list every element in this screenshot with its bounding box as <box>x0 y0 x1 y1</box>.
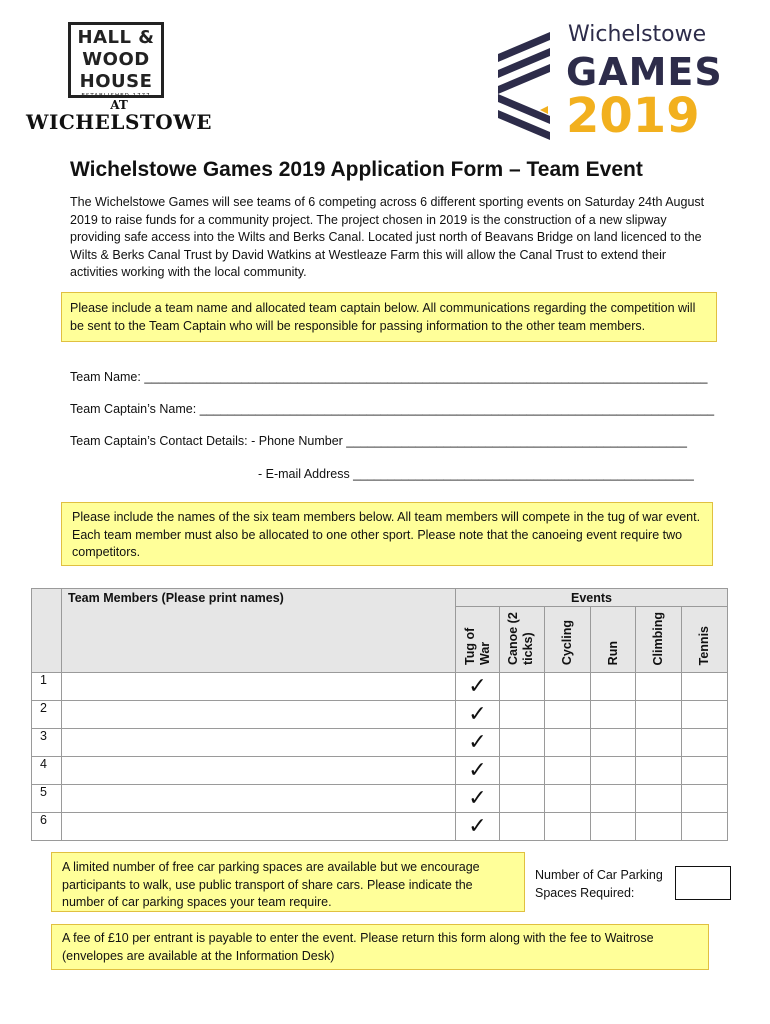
table-row <box>32 673 728 701</box>
event-tug-of-war-header <box>456 607 500 673</box>
wichelstowe-games-logo <box>498 20 723 144</box>
cycling-cell[interactable] <box>545 729 591 757</box>
member-name-cell[interactable] <box>62 701 456 729</box>
tennis-cell[interactable] <box>682 673 728 701</box>
event-label: Canoe (2 ticks) <box>506 612 535 665</box>
row-number: 4 <box>32 757 62 785</box>
row-number: 5 <box>32 785 62 813</box>
row-number: 3 <box>32 729 62 757</box>
tug-of-war-tick-icon: ✓ <box>456 701 500 729</box>
parking-spaces-input[interactable] <box>675 866 731 900</box>
climbing-cell[interactable] <box>636 729 682 757</box>
chevron-stripes-icon <box>498 32 560 142</box>
event-label: Climbing <box>651 611 665 665</box>
tennis-cell[interactable] <box>682 729 728 757</box>
climbing-cell[interactable] <box>636 673 682 701</box>
cycling-cell[interactable] <box>545 673 591 701</box>
cycling-cell[interactable] <box>545 785 591 813</box>
table-row <box>32 785 728 813</box>
cycling-cell[interactable] <box>545 757 591 785</box>
hall-wood-house-wordmark <box>68 22 164 98</box>
member-name-cell[interactable] <box>62 757 456 785</box>
logo-place: WICHELSTOWE <box>26 110 212 134</box>
run-cell[interactable] <box>591 729 636 757</box>
tug-of-war-tick-icon: ✓ <box>456 785 500 813</box>
member-name-cell[interactable] <box>62 673 456 701</box>
captain-email-field[interactable]: - E-mail Address _________________________________________________ <box>258 467 694 481</box>
table-row <box>32 757 728 785</box>
climbing-cell[interactable] <box>636 813 682 841</box>
event-run-header <box>591 607 636 673</box>
row-number: 1 <box>32 673 62 701</box>
event-label: Tennis <box>697 625 711 665</box>
event-label: Tug of War <box>462 627 492 665</box>
team-captain-note: Please include a team name and allocated team captain below. All communications regarding the competition will be sent to the Team Captain who will be responsible for passing information to the other team members. <box>61 292 717 342</box>
members-header: Team Members (Please print names) <box>62 589 456 673</box>
team-members-table <box>31 588 728 841</box>
table-row <box>32 701 728 729</box>
canoe-cell[interactable] <box>500 673 545 701</box>
event-label: Run <box>605 640 620 665</box>
tennis-cell[interactable] <box>682 757 728 785</box>
events-header: Events <box>456 589 728 607</box>
entry-fee-note: A fee of £10 per entrant is payable to enter the event. Please return this form along with the fee to Waitrose (envelopes are available at the Information Desk) <box>51 924 709 970</box>
captain-phone-field[interactable]: Team Captain’s Contact Details: - Phone Number _________________________________________________ <box>70 434 687 448</box>
member-name-cell[interactable] <box>62 813 456 841</box>
logo-games: GAMES <box>566 50 723 94</box>
run-cell[interactable] <box>591 673 636 701</box>
climbing-cell[interactable] <box>636 785 682 813</box>
tennis-cell[interactable] <box>682 785 728 813</box>
table-row <box>32 729 728 757</box>
tug-of-war-tick-icon: ✓ <box>456 813 500 841</box>
climbing-cell[interactable] <box>636 757 682 785</box>
page-title: Wichelstowe Games 2019 Application Form – Team Event <box>70 158 643 181</box>
row-number: 2 <box>32 701 62 729</box>
tug-of-war-tick-icon: ✓ <box>456 729 500 757</box>
event-label: Cycling <box>560 619 574 665</box>
tug-of-war-tick-icon: ✓ <box>456 757 500 785</box>
climbing-cell[interactable] <box>636 701 682 729</box>
canoe-cell[interactable] <box>500 813 545 841</box>
event-canoe-header <box>500 607 545 673</box>
logo-line-3: HOUSE <box>79 71 153 92</box>
logo-line-1: HALL & <box>77 27 155 48</box>
logo-established: ESTABLISHED 1777 <box>81 93 151 99</box>
member-name-cell[interactable] <box>62 785 456 813</box>
logo-at: AT <box>110 98 128 112</box>
logo-line-2: WOOD <box>82 49 150 70</box>
tennis-cell[interactable] <box>682 813 728 841</box>
run-cell[interactable] <box>591 813 636 841</box>
team-members-note: Please include the names of the six team members below. All team members will compete in the tug of war event. Each team member must also be allocated to one other sport. Please note that the canoeing event require two competitors. <box>61 502 713 566</box>
cycling-cell[interactable] <box>545 813 591 841</box>
intro-paragraph: The Wichelstowe Games will see teams of 6 competing across 6 different sporting events on Saturday 24th August 2019 to raise funds for a community project. The project chosen in 2019 is the construction of a new slipway providing safe access into the Wilts and Berks Canal. Located just north of Beavans Bridge on land licenced to the Wilts & Berks Canal Trust by David Watkins at Westleaze Farm this will allow the Canal Trust to extend their activities working with the local community. <box>70 195 705 280</box>
canoe-cell[interactable] <box>500 729 545 757</box>
logo-wichelstowe: Wichelstowe <box>568 22 707 47</box>
parking-spaces-label: Number of Car Parking Spaces Required: <box>535 868 663 900</box>
member-name-cell[interactable] <box>62 729 456 757</box>
tennis-cell[interactable] <box>682 701 728 729</box>
car-parking-note: A limited number of free car parking spaces are available but we encourage participants to walk, use public transport of share cars. Please indicate the number of car parking spaces your team require. <box>51 852 525 912</box>
table-row <box>32 813 728 841</box>
run-cell[interactable] <box>591 757 636 785</box>
run-cell[interactable] <box>591 785 636 813</box>
row-number: 6 <box>32 813 62 841</box>
team-name-field[interactable]: Team Name: _________________________________________________________________________________ <box>70 370 708 384</box>
canoe-cell[interactable] <box>500 785 545 813</box>
row-number-header <box>32 589 62 673</box>
canoe-cell[interactable] <box>500 701 545 729</box>
cycling-cell[interactable] <box>545 701 591 729</box>
canoe-cell[interactable] <box>500 757 545 785</box>
team-captain-name-field[interactable]: Team Captain’s Name: __________________________________________________________________________ <box>70 402 715 416</box>
run-cell[interactable] <box>591 701 636 729</box>
hall-wood-house-logo <box>24 22 214 134</box>
tug-of-war-tick-icon: ✓ <box>456 673 500 701</box>
event-cycling-header <box>545 607 591 673</box>
logo-year: 2019 <box>566 88 700 144</box>
event-tennis-header <box>682 607 728 673</box>
event-climbing-header <box>636 607 682 673</box>
